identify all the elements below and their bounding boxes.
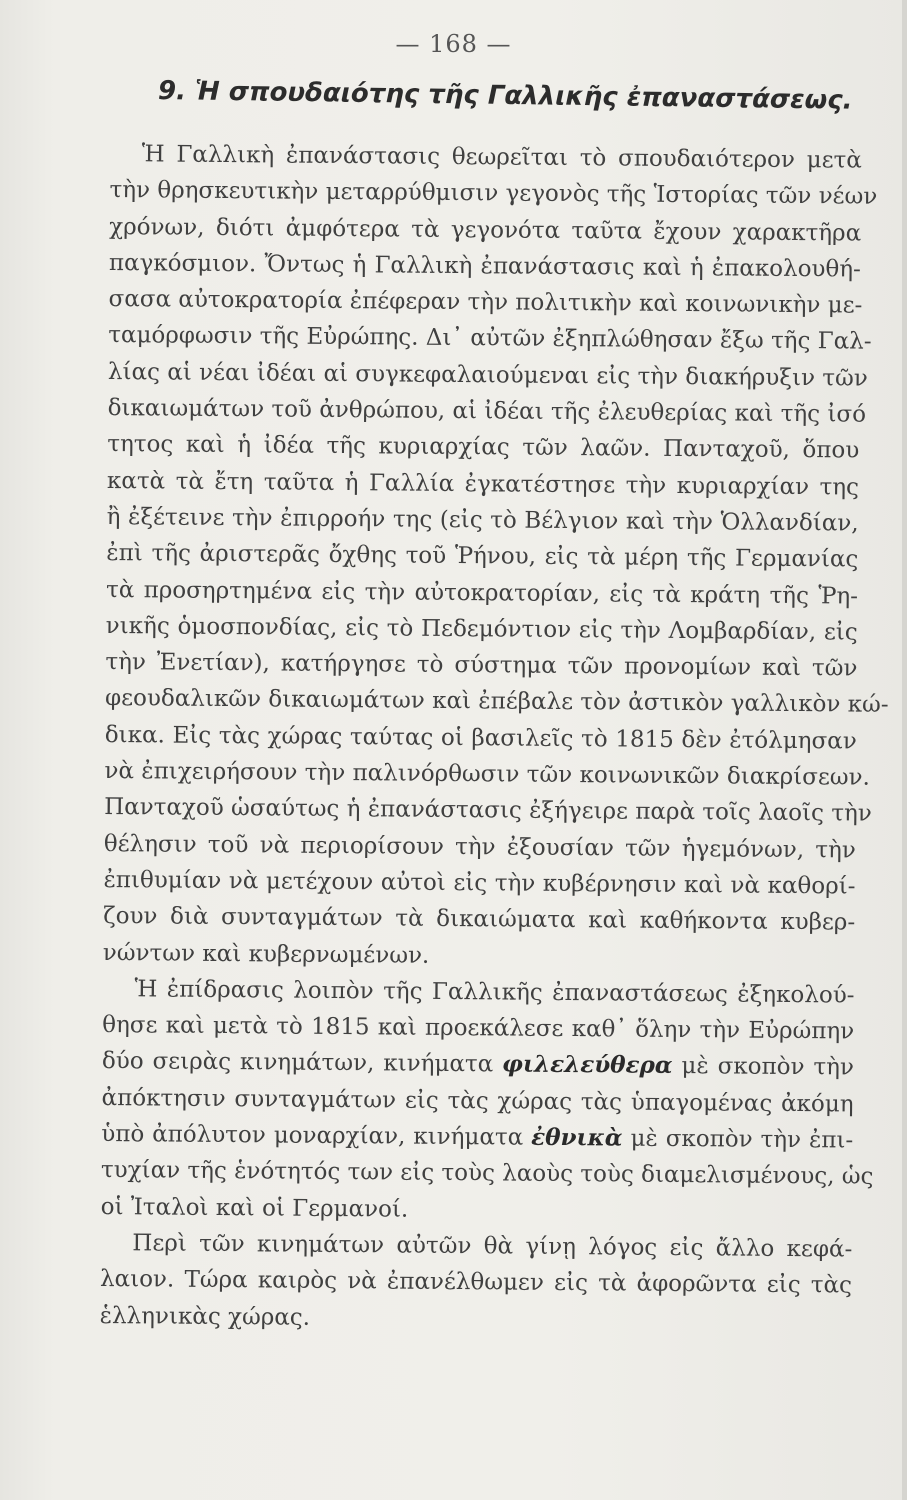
- text-line: νὰ ἐπιχειρήσουν τὴν παλινόρθωσιν τῶν κοινωνικῶν διακρίσεων.: [104, 758, 870, 791]
- text-line: τυχίαν τῆς ἑνότητός των εἰς τοὺς λαοὺς τοὺς διαμελισμένους, ὡς: [100, 1157, 874, 1191]
- text-line: ἢ ἐξέτεινε τὴν ἐπιρροήν της (εἰς τὸ Βέλγιον καὶ τὴν Ὁλλανδίαν,: [106, 503, 859, 537]
- text-line: δικαιωμάτων τοῦ ἀνθρώπου, αἱ ἰδέαι τῆς ἐλευθερίας καὶ τῆς ἰσό: [107, 395, 867, 428]
- text-line: ἑλληνικὰς χώρας.: [99, 1302, 311, 1331]
- text-line: Ἡ ἐπίδρασις λοιπὸν τῆς Γαλλικῆς ἐπαναστάσεως ἐξηκολού-: [134, 976, 855, 1009]
- text-line: οἱ Ἰταλοὶ καὶ οἱ Γερμανοί.: [100, 1193, 409, 1223]
- text-line: θέλησιν τοῦ νὰ περιορίσουν τὴν ἐξουσίαν τῶν ἡγεμόνων, τὴν: [103, 830, 856, 864]
- text-line: θησε καὶ μετὰ τὸ 1815 καὶ προεκάλεσε καθ᾽ ὅλην τὴν Εὐρώπην: [102, 1012, 855, 1045]
- text-line: Περὶ τῶν κινημάτων αὐτῶν θὰ γίνῃ λόγος εἰς ἄλλο κεφά-: [132, 1230, 853, 1263]
- text-fragment: μὲ σκοπὸν τὴν ἐπι-: [630, 1125, 854, 1154]
- body-text: [99, 136, 889, 1340]
- chapter-title: 9. Ἡ σπουδαιότης τῆς Γαλλικῆς ἐπαναστάσεως.: [157, 76, 853, 116]
- text-line: χρόνων, διότι ἀμφότερα τὰ γεγονότα ταῦτα ἔχουν χαρακτῆρα: [109, 213, 862, 247]
- text-fragment: δύο σειρὰς κινημάτων, κινήματα: [101, 1048, 494, 1078]
- text-line: ζουν διὰ συνταγμάτων τὰ δικαιώματα καὶ καθήκοντα κυβερ-: [103, 903, 856, 936]
- text-line: ἐπὶ τῆς ἀριστερᾶς ὄχθης τοῦ Ῥήνου, εἰς τὰ μέρη τῆς Γερμανίας: [106, 540, 859, 573]
- text-line: δικα. Εἰς τὰς χώρας ταύτας οἱ βασιλεῖς τὸ 1815 δὲν ἐτόλμησαν: [104, 721, 857, 755]
- text-line: σασα αὐτοκρατορία ἐπέφεραν τὴν πολιτικὴν καὶ κοινωνικὴν με-: [108, 286, 863, 319]
- emphasized-term-national: ἐθνικὰ: [531, 1123, 623, 1152]
- text-line: Πανταχοῦ ὡσαύτως ἡ ἐπανάστασις ἐξήγειρε παρὰ τοῖς λαοῖς τὴν: [104, 794, 872, 828]
- text-line: [102, 1043, 854, 1086]
- text-line: κατὰ τὰ ἔτη ταῦτα ἡ Γαλλία ἐγκατέστησε τὴν κυριαρχίαν της: [106, 467, 860, 501]
- text-line: τὴν Ἐνετίαν), κατήργησε τὸ σύστημα τῶν προνομίων καὶ τῶν: [105, 649, 858, 682]
- text-line: ταμόρφωσιν τῆς Εὐρώπης. Δι᾽ αὐτῶν ἐξηπλώθησαν ἔξω τῆς Γαλ-: [108, 322, 872, 356]
- text-line: λίας αἱ νέαι ἰδέαι αἱ συγκεφαλαιούμεναι εἰς τὴν διακήρυξιν τῶν: [107, 358, 868, 392]
- text-line: παγκόσμιον. Ὄντως ἡ Γαλλικὴ ἐπανάστασις καὶ ἡ ἐπακολουθή-: [108, 249, 861, 283]
- text-fragment: μὲ σκοπὸν τὴν: [681, 1053, 855, 1081]
- text-line: Ἡ Γαλλικὴ ἐπανάστασις θεωρεῖται τὸ σπουδαιότερον μετὰ: [141, 141, 862, 174]
- text-line: τητος καὶ ἡ ἰδέα τῆς κυριαρχίας τῶν λαῶν. Πανταχοῦ, ὅπου: [107, 431, 860, 464]
- text-line: ἐπιθυμίαν νὰ μετέχουν αὐτοὶ εἰς τὴν κυβέρνησιν καὶ νὰ καθορί-: [103, 866, 856, 900]
- page-edge-shadow: [902, 0, 907, 1500]
- text-line: νικῆς ὁμοσπονδίας, εἰς τὸ Πεδεμόντιον εἰς τὴν Λομβαρδίαν, εἰς: [105, 612, 858, 646]
- emphasized-term-liberal: φιλελεύθερα: [501, 1050, 673, 1080]
- text-line: νώντων καὶ κυβερνωμένων.: [102, 939, 430, 969]
- text-fragment: ὑπὸ ἀπόλυτον μοναρχίαν, κινήματα: [101, 1120, 524, 1151]
- text-line: φεουδαλικῶν δικαιωμάτων καὶ ἐπέβαλε τὸν ἀστικὸν γαλλικὸν κώ-: [104, 685, 889, 719]
- text-line: τὰ προσηρτημένα εἰς τὴν αὐτοκρατορίαν, εἰς τὰ κράτη τῆς Ῥη-: [105, 576, 859, 610]
- page-number: — 168 —: [395, 30, 512, 58]
- text-line: ἀπόκτησιν συνταγμάτων εἰς τὰς χώρας τὰς ὑπαγομένας ἀκόμη: [101, 1084, 854, 1118]
- text-line: τὴν θρησκευτικὴν μεταρρύθμισιν γεγονὸς τῆς Ἱστορίας τῶν νέων: [109, 177, 878, 210]
- text-line: λαιον. Τώρα καιρὸς νὰ ἐπανέλθωμεν εἰς τὰ ἀφορῶντα εἰς τὰς: [99, 1266, 853, 1299]
